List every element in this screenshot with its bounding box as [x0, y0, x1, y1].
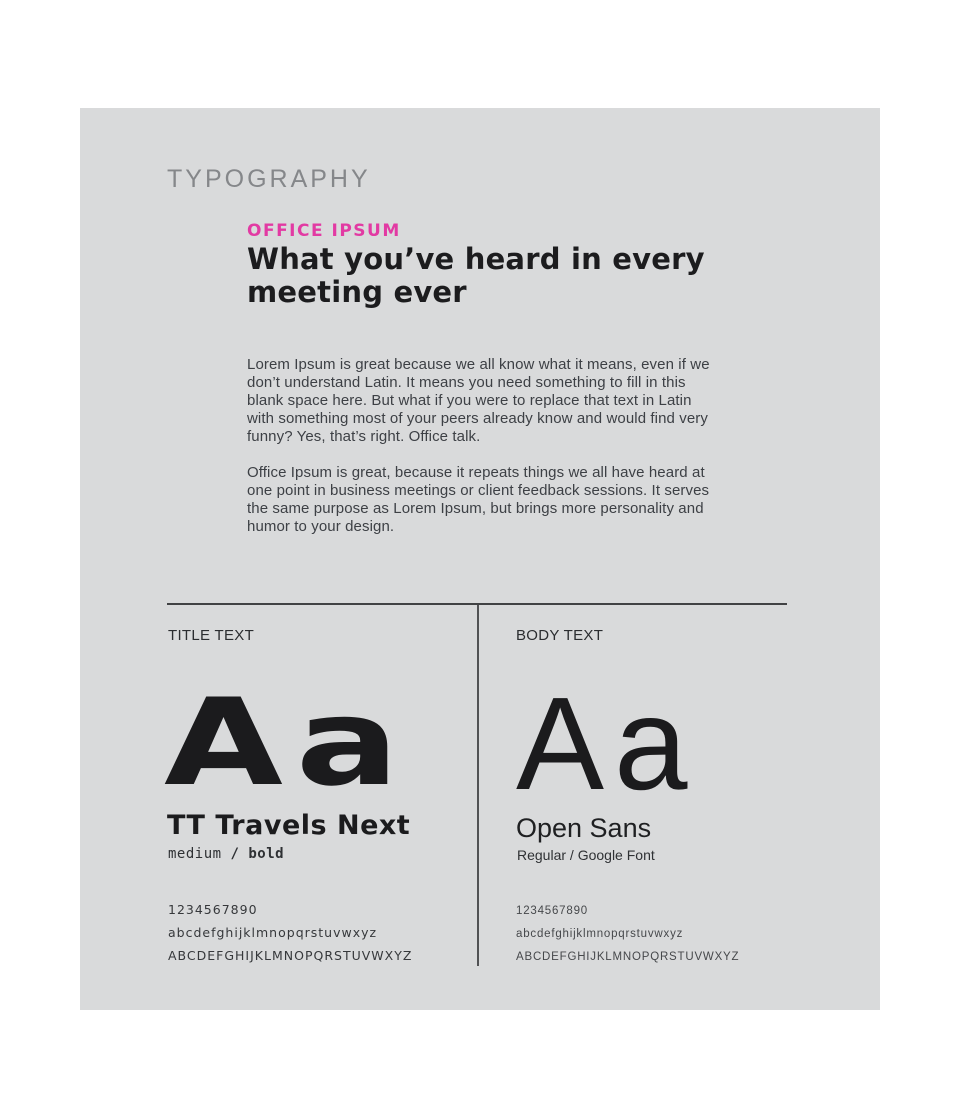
title-weight-bold: / bold	[230, 846, 285, 862]
title-charset-lowercase: abcdefghijklmnopqrstuvwxyz	[168, 925, 378, 940]
title-charset-uppercase: ABCDEFGHIJKLMNOPQRSTUVWXYZ	[168, 948, 413, 963]
column-label-title-text: TITLE TEXT	[168, 627, 255, 644]
page-title-line-1: What you’ve heard in every	[247, 242, 705, 276]
title-font-sample: Aa	[164, 674, 413, 813]
body-font-name: Open Sans	[516, 813, 652, 843]
body-charset-uppercase: ABCDEFGHIJKLMNOPQRSTUVWXYZ	[516, 951, 740, 963]
body-charset-digits: 1234567890	[516, 905, 588, 917]
intro-text	[247, 356, 713, 554]
intro-paragraph-1: Lorem Ipsum is great because we all know what it means, even if we don’t understand Latin. It means you need something to fill in this blank space here. But what if you were to replace that text in Latin with something most of your peers already know and would find very funny? Yes, that’s right. Office talk.	[247, 356, 710, 445]
body-charset-lowercase: abcdefghijklmnopqrstuvwxyz	[516, 928, 684, 940]
section-label: TYPOGRAPHY	[167, 165, 371, 193]
intro-paragraph-2: Office Ipsum is great, because it repeats things we all have heard at one point in business meetings or client feedback sessions. It serves the same purpose as Lorem Ipsum, but brings more personality and humor to your design.	[247, 464, 710, 535]
page-title-line-2: meeting ever	[247, 275, 467, 309]
body-font-sample: Aa	[516, 670, 698, 817]
title-weight-regular: medium	[168, 846, 231, 862]
column-divider	[477, 605, 479, 966]
title-font-weights	[168, 847, 284, 861]
column-label-body-text: BODY TEXT	[516, 627, 604, 644]
eyebrow-office-ipsum: OFFICE IPSUM	[247, 221, 401, 241]
title-font-name: TT Travels Next	[167, 810, 411, 841]
body-font-weights: Regular / Google Font	[517, 847, 655, 863]
page-title	[247, 243, 705, 309]
typography-panel	[80, 108, 880, 1010]
title-charset-digits: 1234567890	[168, 902, 258, 917]
